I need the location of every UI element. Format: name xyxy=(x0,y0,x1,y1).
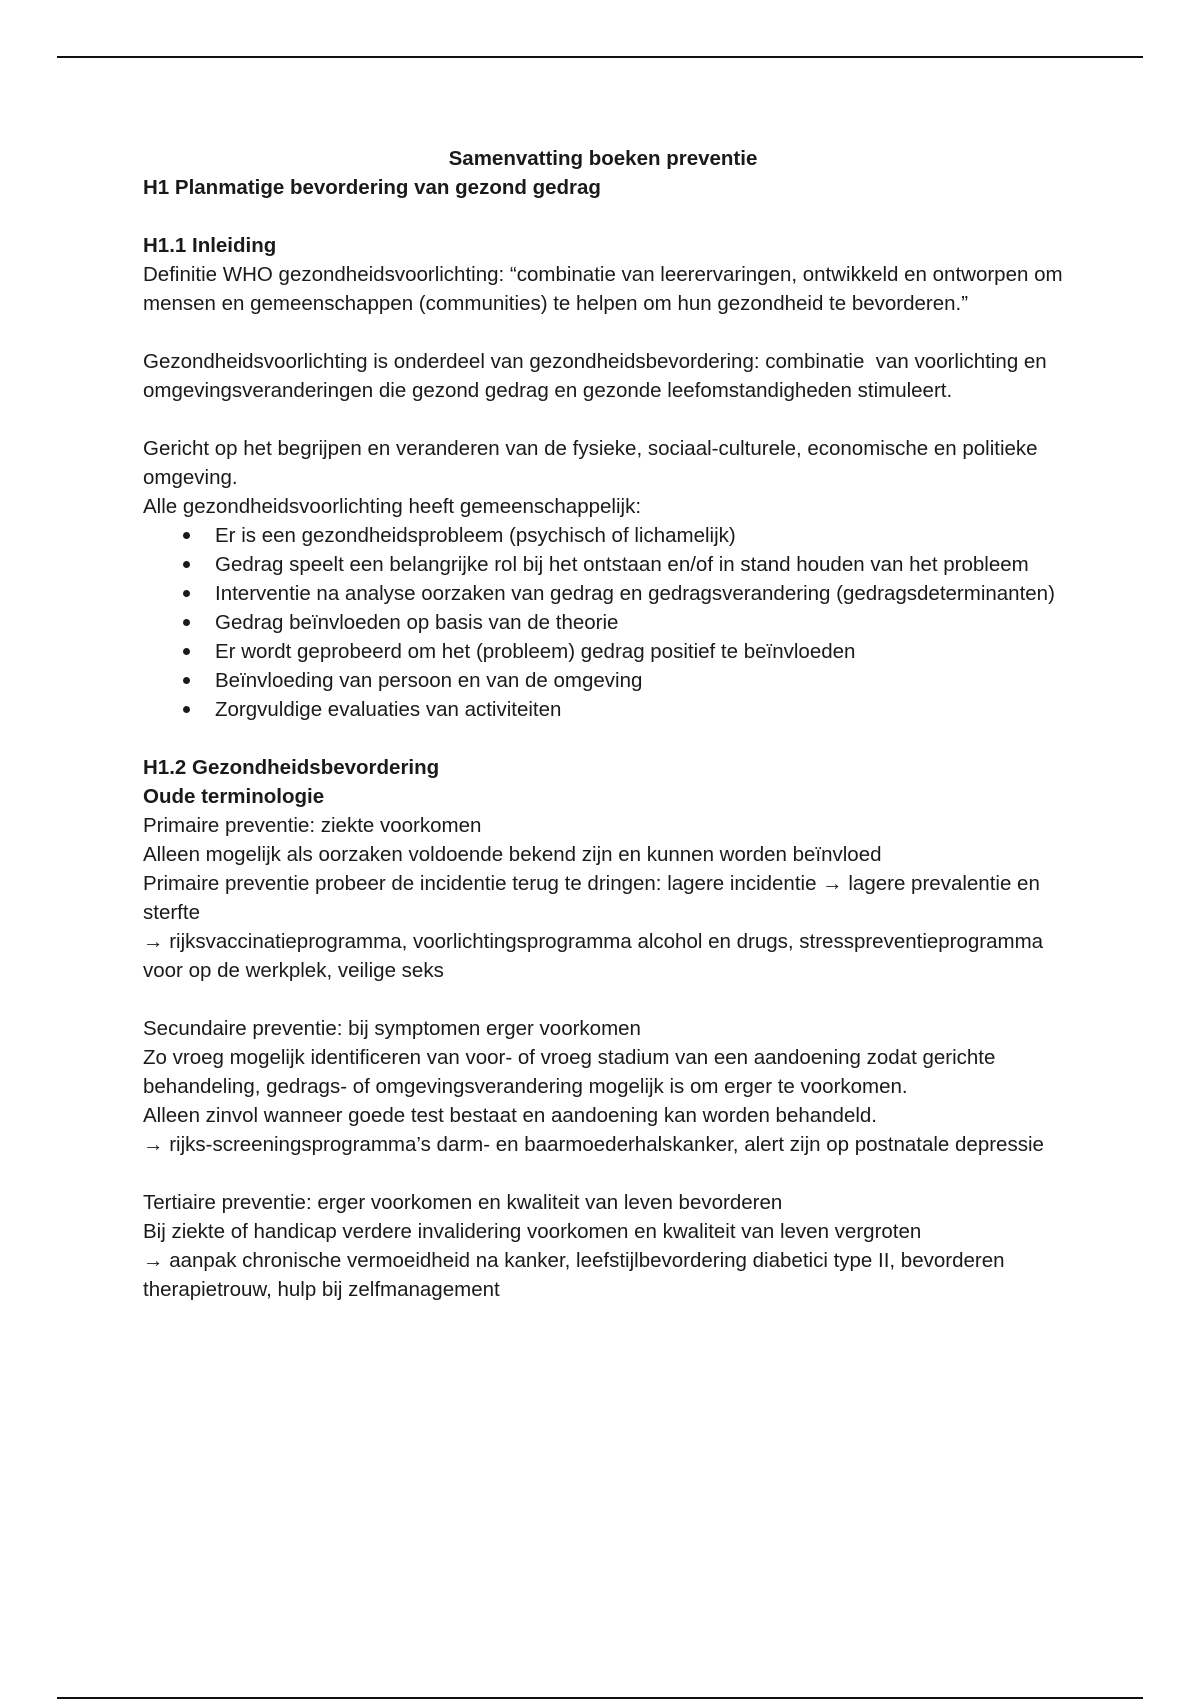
common-features-list xyxy=(143,521,1063,724)
primary-prevention-title: Primaire preventie: ziekte voorkomen xyxy=(143,814,482,837)
primary-prevention-examples: → rijksvaccinatieprogramma, voorlichtingsprogramma alcohol en drugs, stresspreventieprogramma voor op de werkplek, veilige seks xyxy=(143,930,1049,982)
list-item: Gedrag speelt een belangrijke rol bij het ontstaan en/of in stand houden van het probleem xyxy=(215,550,1063,579)
subheading-oude-terminologie: Oude terminologie xyxy=(143,785,325,808)
list-item: Er is een gezondheidsprobleem (psychisch of lichamelijk) xyxy=(215,521,1063,550)
paragraph-definition: Definitie WHO gezondheidsvoorlichting: “combinatie van leerervaringen, ontwikkeld en ontworpen om mensen en gemeenschappen (communities) te helpen om hun gezondheid te bevorderen.” xyxy=(143,263,1069,315)
paragraph-gemeenschappelijk: Alle gezondheidsvoorlichting heeft gemeenschappelijk: xyxy=(143,495,642,518)
primary-prevention-text: Primaire preventie probeer de incidentie terug te dringen: lagere incidentie → lagere prevalentie en sterfte xyxy=(143,872,1046,924)
tertiary-prevention-text: Bij ziekte of handicap verdere invalidering voorkomen en kwaliteit van leven vergroten xyxy=(143,1220,922,1243)
list-item: Interventie na analyse oorzaken van gedrag en gedragsverandering (gedragsdeterminanten) xyxy=(215,579,1063,608)
list-item: Gedrag beïnvloeden op basis van de theorie xyxy=(215,608,1063,637)
tertiary-prevention-title: Tertiaire preventie: erger voorkomen en kwaliteit van leven bevorderen xyxy=(143,1191,783,1214)
section-heading-gezondheidsbevordering: H1.2 Gezondheidsbevordering xyxy=(143,756,440,779)
secondary-prevention-title: Secundaire preventie: bij symptomen erger voorkomen xyxy=(143,1017,641,1040)
paragraph-gericht: Gericht op het begrijpen en veranderen van de fysieke, sociaal-culturele, economische en politieke omgeving. xyxy=(143,437,1044,489)
bottom-rule xyxy=(57,1697,1143,1699)
section-heading-inleiding: H1.1 Inleiding xyxy=(143,234,277,257)
top-rule xyxy=(57,56,1143,58)
list-item: Beïnvloeding van persoon en van de omgeving xyxy=(215,666,1063,695)
document-title: Samenvatting boeken preventie xyxy=(448,147,758,170)
list-item: Zorgvuldige evaluaties van activiteiten xyxy=(215,695,1063,724)
tertiary-prevention-examples: → aanpak chronische vermoeidheid na kanker, leefstijlbevordering diabetici type II, bevorderen therapietrouw, hulp bij zelfmanagement xyxy=(143,1249,1011,1301)
list-item: Er wordt geprobeerd om het (probleem) gedrag positief te beïnvloeden xyxy=(215,637,1063,666)
document-body xyxy=(143,144,1069,1304)
primary-prevention-text: Alleen mogelijk als oorzaken voldoende bekend zijn en kunnen worden beïnvloed xyxy=(143,843,882,866)
secondary-prevention-text: Zo vroeg mogelijk identificeren van voor- of vroeg stadium van een aandoening zodat gerichte behandeling, gedrags- of omgevingsverandering mogelijk is om erger te voorkomen. xyxy=(143,1046,1002,1098)
chapter-heading: H1 Planmatige bevordering van gezond gedrag xyxy=(143,176,601,199)
paragraph-voorlichting: Gezondheidsvoorlichting is onderdeel van gezondheidsbevordering: combinatie van voorlichting en omgevingsveranderingen die gezond gedrag en gezonde leefomstandigheden stimuleert. xyxy=(143,350,1053,402)
secondary-prevention-text: Alleen zinvol wanneer goede test bestaat en aandoening kan worden behandeld. xyxy=(143,1104,877,1127)
secondary-prevention-examples: → rijks-screeningsprogramma’s darm- en baarmoederhalskanker, alert zijn op postnatale depressie xyxy=(143,1133,1044,1156)
